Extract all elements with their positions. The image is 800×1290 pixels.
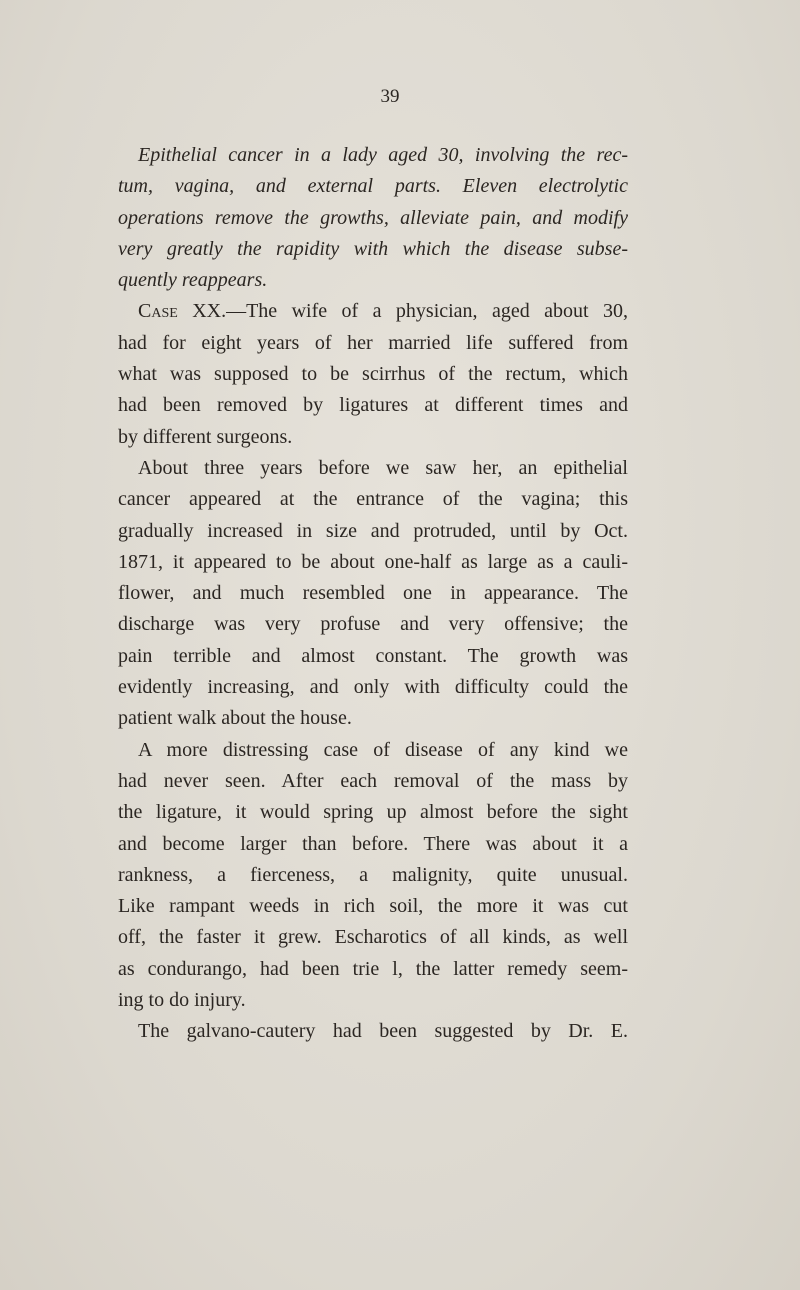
text-line: rankness, a fierceness, a malignity, quite unusual. (118, 863, 628, 886)
case-label: Case XX. (138, 300, 227, 323)
summary-line: Epithelial cancer in a lady aged 30, involving the rec- (138, 144, 628, 166)
text-line: ing to do injury. (118, 989, 246, 1012)
text-line: as condurango, had been trie l, the latter remedy seem- (118, 957, 628, 980)
text-line: had never seen. After each removal of the mass by (118, 769, 628, 792)
summary-line: very greatly the rapidity with which the disease subse- (118, 237, 628, 260)
text-line: A more distressing case of disease of any kind we (138, 738, 628, 761)
text-line: discharge was very profuse and very offensive; the (118, 613, 628, 636)
text-line: had for eight years of her married life suffered from (118, 331, 628, 354)
paragraph-history (118, 453, 628, 735)
text-line: About three years before we saw her, an epithelial (138, 456, 628, 479)
case-summary (118, 140, 628, 296)
text-line: off, the faster it grew. Escharotics of all kinds, as well (118, 926, 628, 949)
paragraph-severity (118, 735, 628, 1017)
paragraph-galvano-cautery (118, 1016, 628, 1047)
text-line: flower, and much resembled one in appearance. The (118, 582, 628, 605)
body-text (118, 140, 628, 1048)
text-line: pain terrible and almost constant. The growth was (118, 644, 628, 667)
paragraph-case-intro (118, 296, 628, 452)
text-line: by different surgeons. (118, 425, 293, 448)
summary-line: quently reappears. (118, 269, 268, 292)
text-line: had been removed by ligatures at different times and (118, 394, 628, 417)
page-number: 39 (380, 86, 400, 107)
text-line: 1871, it appeared to be about one-half as large as a cauli- (118, 550, 628, 573)
text-line: patient walk about the house. (118, 707, 352, 730)
text-line: the ligature, it would spring up almost before the sight (118, 801, 628, 824)
text-line: and become larger than before. There was about it a (118, 832, 628, 855)
text-line: cancer appeared at the entrance of the vagina; this (118, 488, 628, 511)
text-line: what was supposed to be scirrhus of the rectum, which (118, 363, 628, 386)
case-heading-line (118, 296, 628, 327)
summary-line: operations remove the growths, alleviate pain, and modify (118, 206, 628, 229)
case-intro-text: —The wife of a physician, aged about 30, (226, 300, 628, 323)
summary-line: tum, vagina, and external parts. Eleven electrolytic (118, 175, 628, 198)
text-line: evidently increasing, and only with difficulty could the (118, 676, 628, 699)
text-line: gradually increased in size and protruded, until by Oct. (118, 519, 628, 542)
text-line: Like rampant weeds in rich soil, the more it was cut (118, 895, 628, 918)
text-line: The galvano-cautery had been suggested by Dr. E. (138, 1020, 628, 1043)
